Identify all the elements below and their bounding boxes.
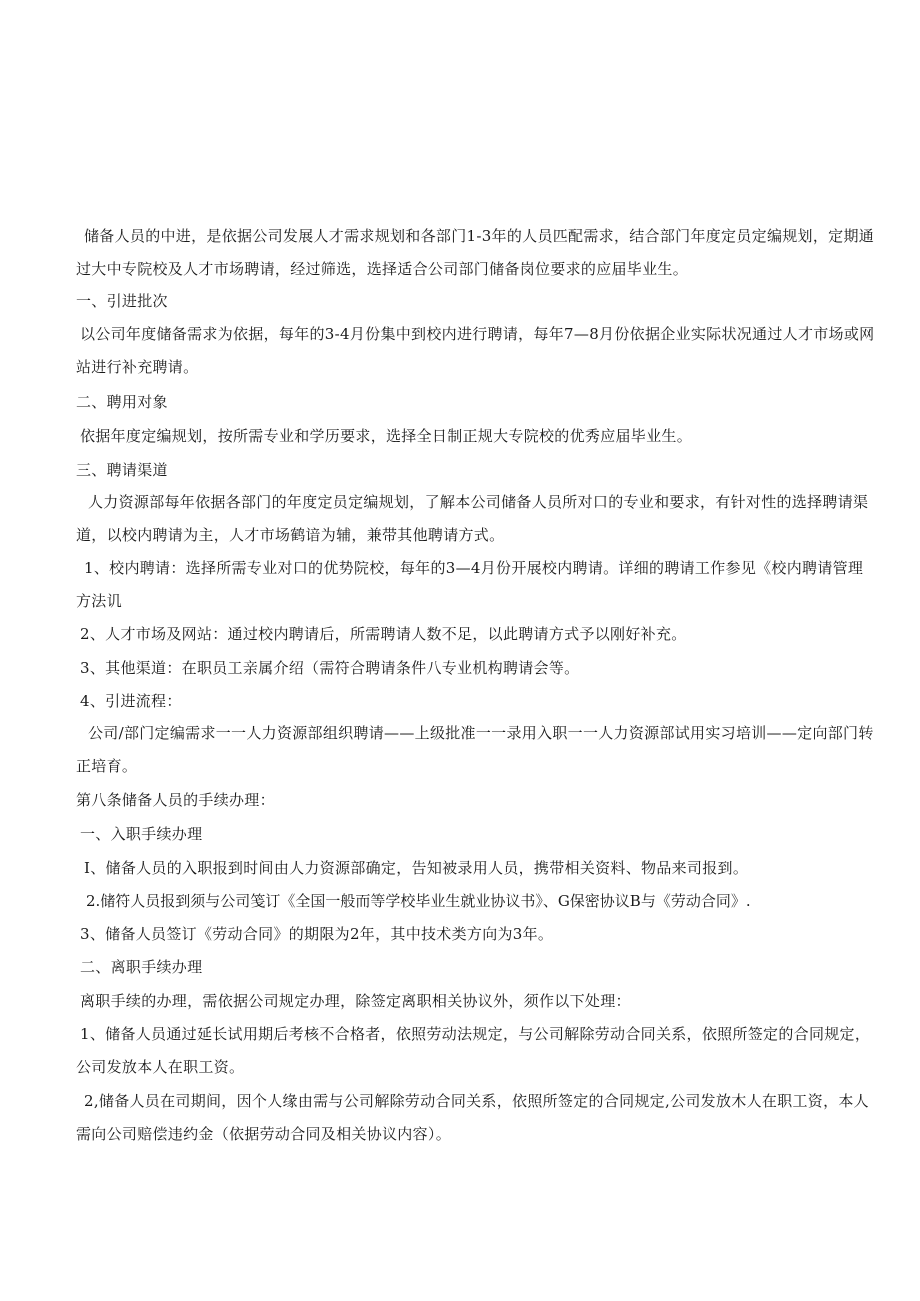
channel-item-campus: 1、校内聘请：选择所需专业对口的优势院校，每年的3—4月份开展校内聘请。详细的聘请工作参见《校内聘请管理方法讥	[76, 559, 864, 610]
section-heading-resignation: 二、离职手续办理	[80, 958, 203, 976]
channel-paragraph: 人力资源部每年依据各部门的年度定员定编规划，了解本公司储备人员所对口的专业和要求，有针对性的选择聘请渠道，以校内聘请为主，人才市场鹤谙为辅，兼带其他聘请方式。	[76, 493, 869, 544]
onboarding-item-3: 3、储备人员签订《劳动合同》的期限为2年，其中技术类方向为3年。	[80, 925, 554, 943]
onboarding-item-1: I、储备人员的入职报到时间由人力资源部确定，告知被录用人员，携带相关资料、物品来司报到。	[84, 859, 749, 877]
onboarding-item-2: 2.储符人员报到须与公司笺订《全国一般而等学校毕业生就业协议书》、G保密协议B与《劳动合同》.	[86, 892, 751, 910]
channel-item-market: 2、人才市场及网站：通过校内聘请后，所需聘请人数不足，以此聘请方式予以刚好补充。	[80, 625, 687, 643]
channel-item-process: 4、引进流程：	[80, 692, 182, 710]
section-heading-batch: 一、引进批次	[76, 292, 168, 310]
resignation-item-1: 1、储备人员通过延长试用期后考核不合格者，依照劳动法规定，与公司解除劳动合同关系，依照所签定的合同规定，公司发放本人在职工资。	[76, 1025, 871, 1076]
resignation-item-2: 2,储备人员在司期间，因个人缘由需与公司解除劳动合同关系，依照所签定的合同规定,公司发放木人在职工资，本人需向公司赔偿违约金（依据劳动合同及相关协议内容）。	[76, 1092, 869, 1143]
article-eight-heading: 第八条储备人员的手续办理：	[76, 791, 275, 809]
intro-paragraph: 储备人员的中进，是依据公司发展人才需求规划和各部门1-3年的人员匹配需求，结合部门年度定员定编规划，定期通过大中专院校及人才市场聘请，经过筛选，选择适合公司部门储备岗位要求的应届毕业生。	[76, 227, 875, 278]
channel-item-other: 3、其他渠道：在职员工亲属介绍（需符合聘请条件八专业机构聘请会等。	[80, 659, 580, 677]
section-heading-target: 二、聘用对象	[76, 393, 168, 411]
section-heading-onboarding: 一、入职手续办理	[80, 825, 203, 843]
section-heading-channel: 三、聘请渠道	[76, 461, 168, 479]
process-flow-paragraph: 公司/部门定编需求一一人力资源部组织聘请——上级批准一一录用入职一一人力资源部试用实习培训——定向部门转正培育。	[76, 724, 874, 775]
resignation-paragraph: 离职手续的办理，需依据公司规定办理，除签定离职相关协议外，须作以下处理：	[80, 992, 631, 1010]
batch-paragraph: 以公司年度储备需求为依据，每年的3-4月份集中到校内进行聘请，每年7—8月份依据企业实际状况通过人才市场或网站进行补充聘请。	[76, 325, 875, 376]
target-paragraph: 依据年度定编规划，按所需专业和学历要求，选择全日制正规大专院校的优秀应届毕业生。	[80, 427, 693, 445]
